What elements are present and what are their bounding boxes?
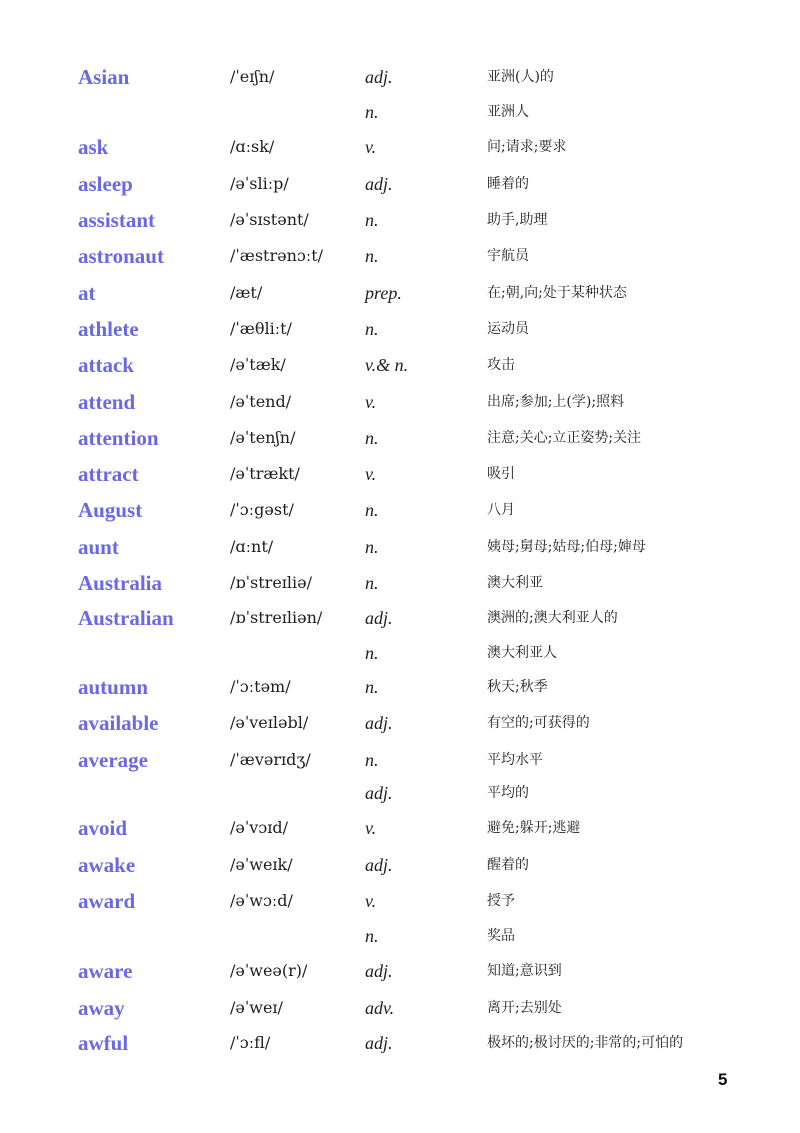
meaning: 亚洲人 — [487, 104, 529, 120]
vocab-row — [0, 495, 800, 529]
vocab-row — [0, 708, 800, 742]
phonetic: /əˈsɪstənt/ — [230, 210, 309, 229]
phonetic: /ˈɔːgəst/ — [230, 500, 294, 519]
meaning: 秋天;秋季 — [487, 679, 548, 695]
part-of-speech: adj. — [365, 855, 393, 875]
meaning: 在;朝,向;处于某种状态 — [487, 285, 627, 301]
part-of-speech: n. — [365, 102, 379, 122]
part-of-speech: v. — [365, 818, 377, 838]
vocab-row — [0, 62, 800, 96]
meaning: 奖品 — [487, 928, 515, 944]
phonetic: /əˈveɪləbl/ — [230, 713, 309, 732]
phonetic: /əˈwɔːd/ — [230, 891, 293, 910]
vocab-row — [0, 850, 800, 884]
vocab-row — [0, 672, 800, 706]
meaning: 离开;去别处 — [487, 1000, 562, 1016]
phonetic: /ɒˈstreɪliə/ — [230, 573, 312, 592]
meaning: 问;请求;要求 — [487, 139, 567, 155]
meaning: 睡着的 — [487, 176, 529, 192]
headword: aware — [78, 959, 133, 983]
vocab-row — [0, 205, 800, 239]
vocab-row — [0, 778, 800, 812]
headword: attract — [78, 462, 139, 486]
meaning: 宇航员 — [487, 248, 529, 264]
part-of-speech: n. — [365, 246, 379, 266]
part-of-speech: n. — [365, 537, 379, 557]
phonetic: /ˈɔːfl/ — [230, 1033, 271, 1052]
vocab-row — [0, 603, 800, 637]
part-of-speech: adj. — [365, 1033, 393, 1053]
part-of-speech: n. — [365, 926, 379, 946]
part-of-speech: adj. — [365, 961, 393, 981]
headword: awake — [78, 853, 136, 877]
phonetic: /əˈweɪk/ — [230, 855, 293, 874]
part-of-speech: n. — [365, 428, 379, 448]
vocab-row — [0, 314, 800, 348]
meaning: 有空的;可获得的 — [487, 715, 590, 731]
vocab-row — [0, 278, 800, 312]
phonetic: /əˈsliːp/ — [230, 174, 289, 193]
meaning: 亚洲(人)的 — [487, 69, 554, 85]
vocab-row — [0, 956, 800, 990]
meaning: 避免;躲开;逃避 — [487, 820, 581, 836]
phonetic: /ɑːnt/ — [230, 537, 274, 556]
headword: astronaut — [78, 244, 164, 268]
meaning: 攻击 — [487, 357, 515, 373]
headword: Asian — [78, 65, 130, 89]
vocab-row — [0, 423, 800, 457]
meaning: 澳大利亚 — [487, 575, 543, 591]
vocab-row — [0, 568, 800, 602]
headword: attack — [78, 353, 134, 377]
vocab-row — [0, 993, 800, 1027]
part-of-speech: n. — [365, 677, 379, 697]
headword: attend — [78, 390, 136, 414]
vocab-row — [0, 1028, 800, 1062]
headword: attention — [78, 426, 159, 450]
headword: August — [78, 498, 143, 522]
phonetic: /ˈævərɪdʒ/ — [230, 750, 311, 769]
meaning: 知道;意识到 — [487, 963, 562, 979]
meaning: 八月 — [487, 502, 515, 518]
headword: athlete — [78, 317, 139, 341]
part-of-speech: v.& n. — [365, 355, 409, 375]
part-of-speech: n. — [365, 750, 379, 770]
headword: autumn — [78, 675, 149, 699]
meaning: 平均水平 — [487, 752, 543, 768]
vocab-row — [0, 921, 800, 955]
headword: at — [78, 281, 96, 305]
phonetic: /əˈtenʃn/ — [230, 428, 296, 447]
vocab-row — [0, 638, 800, 672]
vocab-row — [0, 459, 800, 493]
headword: average — [78, 748, 148, 772]
part-of-speech: prep. — [365, 283, 402, 303]
meaning: 授予 — [487, 893, 515, 909]
part-of-speech: n. — [365, 500, 379, 520]
phonetic: /əˈvɔɪd/ — [230, 818, 289, 837]
headword: Australian — [78, 606, 174, 630]
part-of-speech: adv. — [365, 998, 395, 1018]
vocab-row — [0, 532, 800, 566]
part-of-speech: n. — [365, 643, 379, 663]
phonetic: /əˈtend/ — [230, 392, 292, 411]
part-of-speech: n. — [365, 573, 379, 593]
part-of-speech: adj. — [365, 174, 393, 194]
phonetic: /ˈɔːtəm/ — [230, 677, 291, 696]
part-of-speech: n. — [365, 319, 379, 339]
part-of-speech: adj. — [365, 67, 393, 87]
phonetic: /ˈæθliːt/ — [230, 319, 292, 338]
part-of-speech: adj. — [365, 783, 393, 803]
phonetic: /əˈtrækt/ — [230, 464, 300, 483]
headword: asleep — [78, 172, 133, 196]
vocab-row — [0, 169, 800, 203]
phonetic: /ɑːsk/ — [230, 137, 275, 156]
vocab-row — [0, 132, 800, 166]
meaning: 助手,助理 — [487, 212, 548, 228]
vocab-row — [0, 886, 800, 920]
vocab-row — [0, 813, 800, 847]
part-of-speech: v. — [365, 464, 377, 484]
meaning: 姨母;舅母;姑母;伯母;婶母 — [487, 539, 646, 555]
headword: away — [78, 996, 125, 1020]
part-of-speech: v. — [365, 891, 377, 911]
meaning: 极坏的;极讨厌的;非常的;可怕的 — [487, 1035, 684, 1051]
meaning: 澳大利亚人 — [487, 645, 557, 661]
phonetic: /ˈæstrənɔːt/ — [230, 246, 324, 265]
meaning: 运动员 — [487, 321, 529, 337]
phonetic: /ɒˈstreɪliən/ — [230, 608, 323, 627]
phonetic: /əˈtæk/ — [230, 355, 286, 374]
headword: assistant — [78, 208, 156, 232]
meaning: 出席;参加;上(学);照料 — [487, 394, 625, 410]
headword: available — [78, 711, 159, 735]
meaning: 澳洲的;澳大利亚人的 — [487, 610, 618, 626]
headword: awful — [78, 1031, 129, 1055]
headword: award — [78, 889, 136, 913]
meaning: 平均的 — [487, 785, 529, 801]
phonetic: /ˈeɪʃn/ — [230, 67, 275, 86]
phonetic: /əˈweɪ/ — [230, 998, 283, 1017]
part-of-speech: v. — [365, 137, 377, 157]
phonetic: /æt/ — [230, 283, 263, 302]
part-of-speech: v. — [365, 392, 377, 412]
vocab-row — [0, 97, 800, 131]
page-number: 5 — [718, 1070, 728, 1089]
headword: avoid — [78, 816, 128, 840]
meaning: 吸引 — [487, 466, 515, 482]
side-code — [0, 1060, 1, 1114]
vocab-row — [0, 745, 800, 779]
headword: Australia — [78, 571, 162, 595]
vocab-row — [0, 241, 800, 275]
meaning: 注意;关心;立正姿势;关注 — [487, 430, 642, 446]
headword: ask — [78, 135, 109, 159]
vocab-row — [0, 387, 800, 421]
headword: aunt — [78, 535, 119, 559]
part-of-speech: adj. — [365, 713, 393, 733]
part-of-speech: n. — [365, 210, 379, 230]
phonetic: /əˈweə(r)/ — [230, 961, 308, 980]
vocab-row — [0, 350, 800, 384]
part-of-speech: adj. — [365, 608, 393, 628]
meaning: 醒着的 — [487, 857, 529, 873]
